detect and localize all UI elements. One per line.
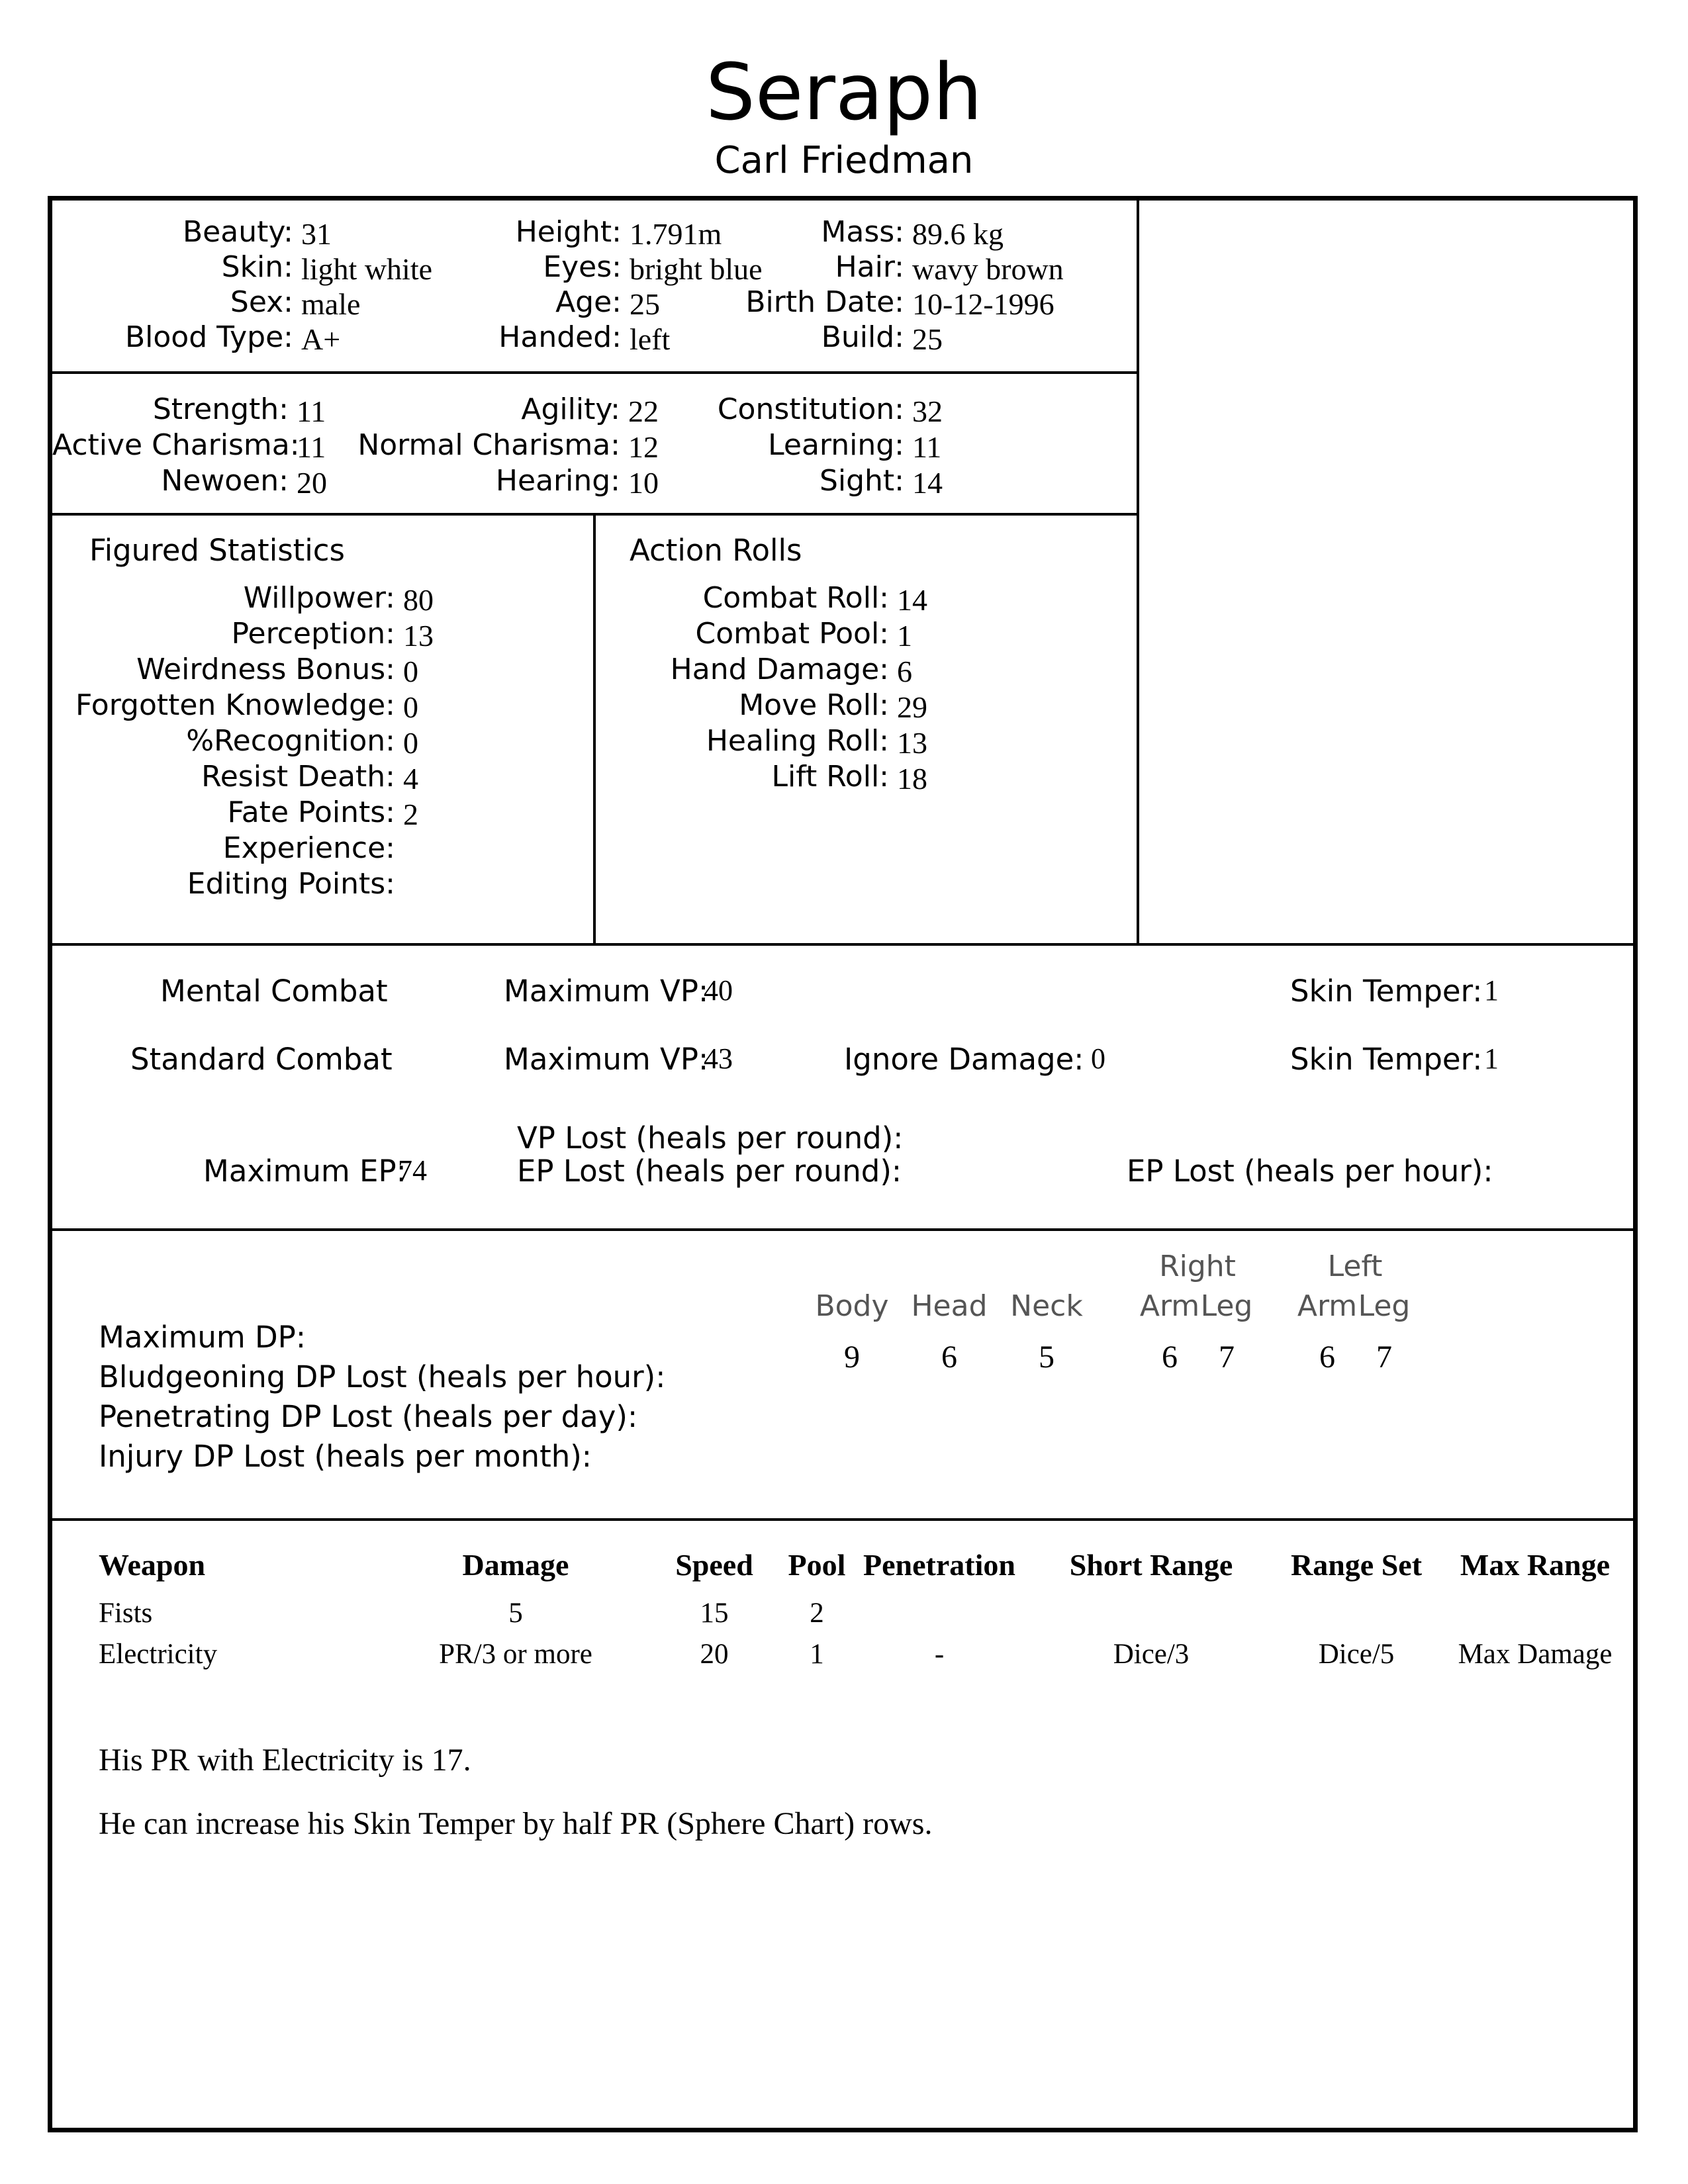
- perception-value: 13: [403, 619, 434, 653]
- eyes-value: bright blue: [630, 252, 763, 286]
- fate-points-value: 2: [403, 797, 418, 831]
- learning-value: 11: [912, 430, 942, 464]
- handed-label: Handed:: [498, 320, 622, 354]
- weapon-cell-speed: 20: [700, 1639, 729, 1670]
- handed-value: left: [630, 322, 671, 356]
- hand-damage-label: Hand Damage:: [670, 653, 889, 686]
- location-body-label: Body: [815, 1289, 889, 1323]
- location-head-value: 6: [941, 1340, 957, 1375]
- weapons-header-penetration: Penetration: [863, 1548, 1015, 1582]
- build-value: 25: [912, 322, 943, 356]
- resist-death-value: 4: [403, 762, 418, 796]
- healing-roll-label: Healing Roll:: [706, 724, 889, 758]
- player-name: Carl Friedman: [714, 139, 974, 182]
- weapon-cell-weapon: Fists: [99, 1598, 153, 1629]
- location-left-leg-label: Leg: [1358, 1289, 1411, 1323]
- weapons-header-damage: Damage: [462, 1548, 569, 1582]
- learning-label: Learning:: [768, 428, 904, 462]
- age-label: Age:: [555, 285, 622, 319]
- ep-lost-round-label: EP Lost (heals per round):: [517, 1154, 902, 1189]
- blood-type-value: A+: [301, 322, 341, 356]
- weapon-cell-short-range: Dice/3: [1113, 1639, 1190, 1670]
- experience-label: Experience:: [222, 831, 395, 865]
- weapons-header-speed: Speed: [675, 1548, 753, 1582]
- character-name: Seraph: [705, 46, 982, 138]
- mental-max-vp-value: 40: [704, 974, 733, 1007]
- mental-skin-temper-label: Skin Temper:: [1290, 974, 1483, 1009]
- forgotten-knowledge-value: 0: [403, 690, 418, 724]
- weapons-header-range-set: Range Set: [1290, 1548, 1423, 1582]
- max-ep-label: Maximum EP:: [203, 1154, 406, 1189]
- birth-date-value: 10-12-1996: [912, 287, 1055, 321]
- normal-charisma-label: Normal Charisma:: [357, 428, 620, 462]
- action-rolls-heading: Action Rolls: [630, 533, 802, 568]
- divider-combat: [52, 943, 1633, 946]
- ep-lost-hour-label: EP Lost (heals per hour):: [1127, 1154, 1493, 1189]
- weapons-header-short-range: Short Range: [1069, 1548, 1233, 1582]
- location-head-label: Head: [911, 1289, 988, 1323]
- willpower-label: Willpower:: [243, 581, 395, 615]
- willpower-value: 80: [403, 583, 434, 617]
- agility-value: 22: [628, 394, 659, 428]
- mental-max-vp-label: Maximum VP:: [504, 974, 709, 1009]
- strength-value: 11: [297, 394, 326, 428]
- weapon-cell-pool: 2: [810, 1598, 824, 1629]
- fate-points-label: Fate Points:: [227, 796, 395, 829]
- skin-value: light white: [301, 252, 433, 286]
- mental-skin-temper-value: 1: [1484, 974, 1499, 1007]
- location-left-leg-value: 7: [1376, 1340, 1392, 1375]
- penetrating-dp-label: Penetrating DP Lost (heals per day):: [99, 1399, 638, 1434]
- weapon-cell-damage: PR/3 or more: [439, 1639, 592, 1670]
- recognition-label: %Recognition:: [186, 724, 395, 758]
- blood-type-label: Blood Type:: [124, 320, 293, 354]
- note-pr: His PR with Electricity is 17.: [99, 1743, 471, 1778]
- weapon-cell-damage: 5: [508, 1598, 523, 1629]
- hair-value: wavy brown: [912, 252, 1064, 286]
- weapons-header-weapon: Weapon: [99, 1548, 206, 1582]
- weapons-header-pool: Pool: [788, 1548, 846, 1582]
- editing-points-label: Editing Points:: [187, 867, 395, 901]
- combat-roll-label: Combat Roll:: [702, 581, 889, 615]
- birth-date-label: Birth Date:: [745, 285, 904, 319]
- character-sheet: [48, 196, 1638, 2132]
- weirdness-bonus-label: Weirdness Bonus:: [136, 653, 395, 686]
- weapon-cell-pool: 1: [810, 1639, 824, 1670]
- agility-label: Agility:: [521, 392, 620, 426]
- location-right-leg-label: Leg: [1200, 1289, 1253, 1323]
- recognition-value: 0: [403, 726, 418, 760]
- weapon-cell-weapon: Electricity: [99, 1639, 218, 1670]
- divider-damage: [52, 1228, 1633, 1231]
- mental-combat-label: Mental Combat: [160, 974, 388, 1009]
- sex-value: male: [301, 287, 361, 321]
- constitution-label: Constitution:: [717, 392, 904, 426]
- ignore-damage-label: Ignore Damage:: [844, 1042, 1084, 1077]
- height-label: Height:: [515, 215, 622, 249]
- location-left-arm-value: 6: [1319, 1340, 1335, 1375]
- location-right-arm-value: 6: [1162, 1340, 1178, 1375]
- combat-roll-value: 14: [897, 583, 927, 617]
- lift-roll-value: 18: [897, 762, 927, 796]
- mass-label: Mass:: [821, 215, 904, 249]
- standard-skin-temper-value: 1: [1484, 1042, 1499, 1075]
- location-right-arm-label: Arm: [1139, 1289, 1200, 1323]
- combat-pool-value: 1: [897, 619, 912, 653]
- injury-dp-label: Injury DP Lost (heals per month):: [99, 1439, 592, 1474]
- weapon-cell-max-range: Max Damage: [1458, 1639, 1613, 1670]
- healing-roll-value: 13: [897, 726, 927, 760]
- combat-pool-label: Combat Pool:: [695, 617, 889, 651]
- sight-label: Sight:: [819, 464, 904, 498]
- height-value: 1.791m: [630, 217, 722, 251]
- standard-combat-label: Standard Combat: [130, 1042, 393, 1077]
- figured-statistics-heading: Figured Statistics: [89, 533, 345, 568]
- weapon-cell-range-set: Dice/5: [1318, 1639, 1395, 1670]
- hand-damage-value: 6: [897, 655, 912, 688]
- note-skin-temper: He can increase his Skin Temper by half PR (Sphere Chart) rows.: [99, 1806, 933, 1841]
- perception-label: Perception:: [231, 617, 395, 651]
- weapon-cell-penetration: -: [934, 1639, 945, 1670]
- forgotten-knowledge-label: Forgotten Knowledge:: [75, 688, 395, 722]
- active-charisma-value: 11: [297, 430, 326, 464]
- location-body-value: 9: [844, 1340, 860, 1375]
- location-left-arm-label: Arm: [1297, 1289, 1358, 1323]
- beauty-value: 31: [301, 217, 332, 251]
- age-value: 25: [630, 287, 660, 321]
- location-right-leg-value: 7: [1219, 1340, 1235, 1375]
- standard-max-vp-value: 43: [704, 1042, 733, 1075]
- eyes-label: Eyes:: [543, 250, 622, 284]
- resist-death-label: Resist Death:: [201, 760, 395, 794]
- max-ep-value: 74: [398, 1154, 427, 1187]
- newoen-value: 20: [297, 466, 327, 500]
- ignore-damage-value: 0: [1091, 1042, 1105, 1075]
- move-roll-label: Move Roll:: [739, 688, 889, 722]
- sex-label: Sex:: [230, 285, 293, 319]
- vp-lost-label: VP Lost (heals per round):: [517, 1120, 904, 1156]
- hearing-value: 10: [628, 466, 659, 500]
- weirdness-bonus-value: 0: [403, 655, 418, 688]
- bludgeoning-dp-label: Bludgeoning DP Lost (heals per hour):: [99, 1359, 666, 1394]
- divider-description: [52, 371, 1137, 374]
- newoen-label: Newoen:: [161, 464, 289, 498]
- weapon-cell-speed: 15: [700, 1598, 729, 1629]
- active-charisma-label: Active Charisma:: [52, 428, 300, 462]
- location-neck-label: Neck: [1010, 1289, 1083, 1323]
- weapons-header-max-range: Max Range: [1460, 1548, 1611, 1582]
- constitution-value: 32: [912, 394, 943, 428]
- location-neck-value: 5: [1039, 1340, 1055, 1375]
- build-label: Build:: [821, 320, 904, 354]
- standard-skin-temper-label: Skin Temper:: [1290, 1042, 1483, 1077]
- sight-value: 14: [912, 466, 943, 500]
- lift-roll-label: Lift Roll:: [771, 760, 889, 794]
- left-side-label: Left: [1327, 1250, 1383, 1283]
- skin-label: Skin:: [221, 250, 293, 284]
- mass-value: 89.6 kg: [912, 217, 1004, 251]
- move-roll-value: 29: [897, 690, 927, 724]
- beauty-label: Beauty:: [182, 215, 293, 249]
- divider-right-panel: [1137, 201, 1139, 946]
- standard-max-vp-label: Maximum VP:: [504, 1042, 709, 1077]
- max-dp-label: Maximum DP:: [99, 1320, 306, 1355]
- hearing-label: Hearing:: [495, 464, 620, 498]
- hair-label: Hair:: [835, 250, 904, 284]
- right-side-label: Right: [1159, 1250, 1236, 1283]
- normal-charisma-value: 12: [628, 430, 659, 464]
- strength-label: Strength:: [152, 392, 289, 426]
- divider-weapons: [52, 1518, 1633, 1521]
